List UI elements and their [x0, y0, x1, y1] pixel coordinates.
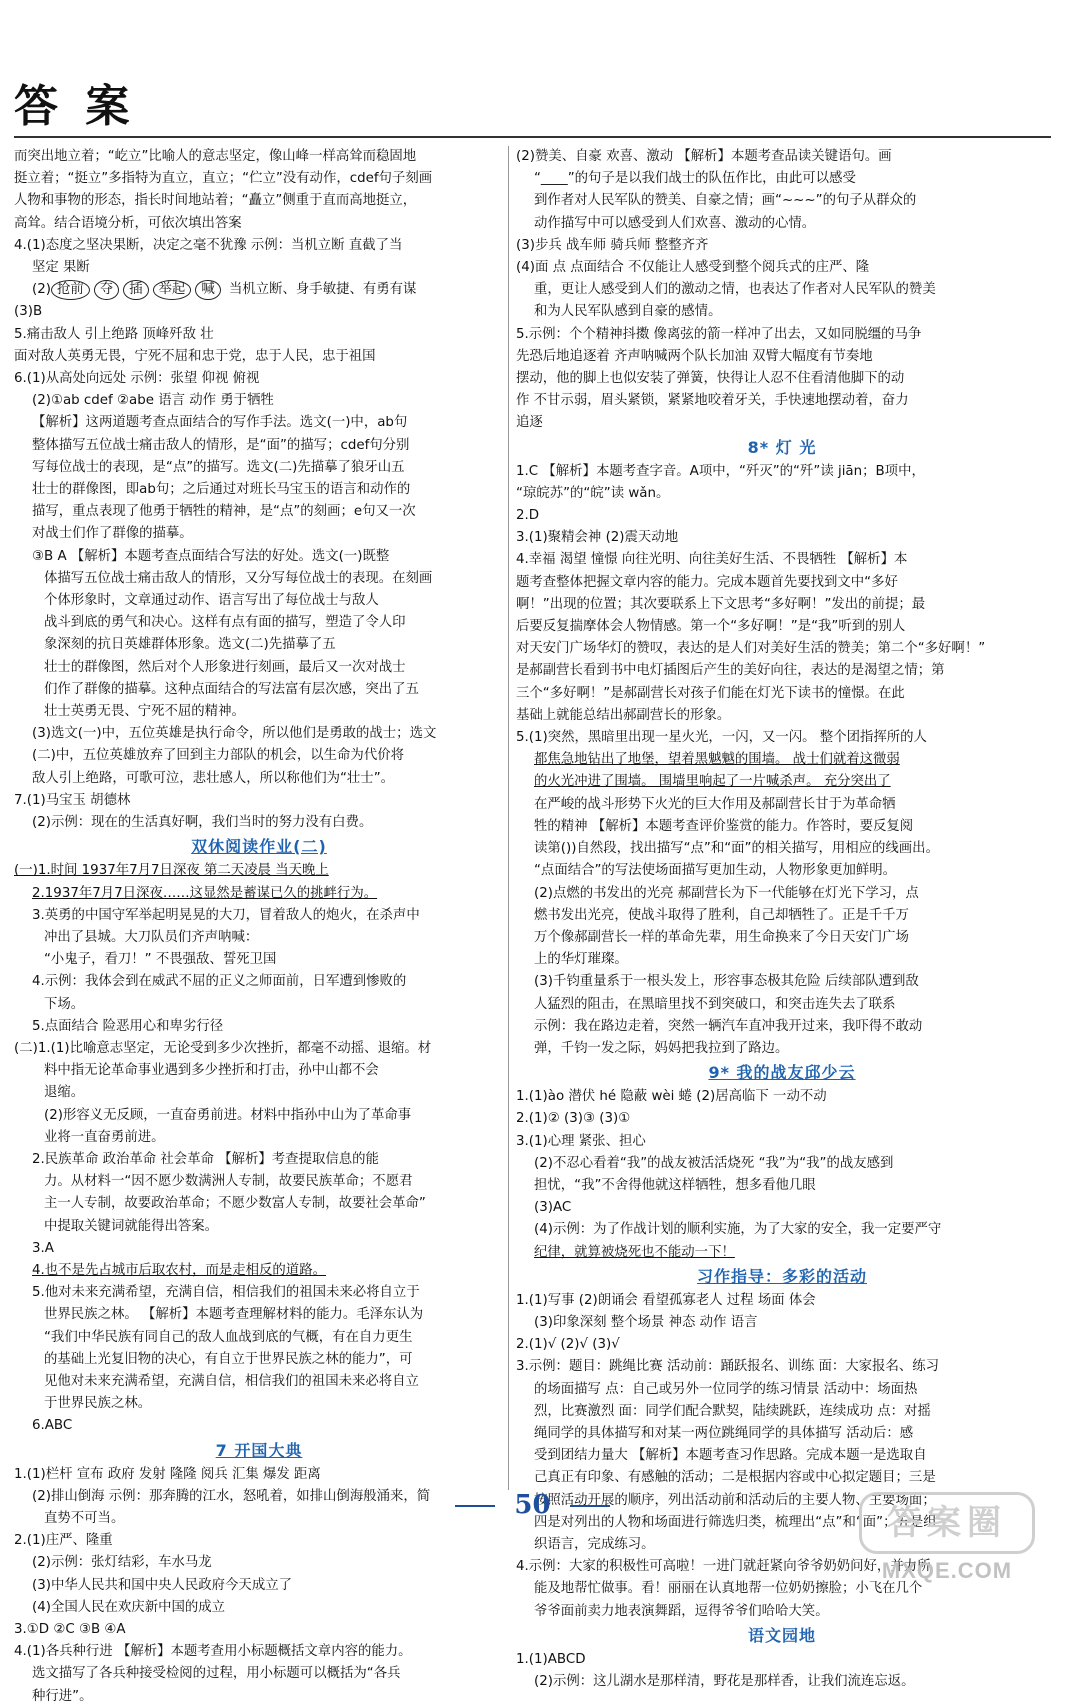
answer-line — [14, 657, 504, 679]
answer-text: 动作描写中可以感受到人们欢喜、激动的心情。 — [534, 215, 816, 231]
answer-text: 而突出地立着；“屹立”比喻人的意志坚定，像山峰一样高耸而稳固地 — [14, 149, 417, 164]
answer-line — [516, 324, 1048, 346]
answer-text: (2)排山倒海 示例：那奔腾的江水，怒吼着，如排山倒海般涌来，简 — [32, 1488, 431, 1504]
answer-line — [516, 838, 1048, 860]
answer-text: 四是对列出的人物和场面进行筛选归类，梳理出“点”和“面”；五是组 — [534, 1514, 937, 1530]
answer-text: 题考查整体把握文章内容的能力。完成本题首先要找到文中“多好 — [516, 574, 898, 590]
answer-text: 壮士的群像图，即ab句；之后通过对班长马宝玉的语言和动作的 — [32, 482, 411, 498]
answer-text: (二)1.(1)比喻意志坚定，无论受到多少次挫折，都毫不动摇、退缩。材 — [14, 1040, 432, 1056]
answer-line — [14, 1216, 504, 1238]
answer-line — [14, 1304, 504, 1326]
answer-text: (2)①ab cdef ②abe 语言 动作 勇于牺牲 — [32, 393, 274, 409]
section-heading-text: 双休阅读作业(二) — [191, 837, 327, 857]
answer-text: 力。从材料一“因不愿少数满洲人专制，故要民族革命；不愿君 — [44, 1174, 413, 1190]
answer-line — [516, 1086, 1048, 1108]
answer-line — [516, 1219, 1048, 1241]
answer-line — [14, 257, 504, 279]
answer-text: 的火光冲进了围墙。 围墙里响起了一片喊杀声。 充分突出了 — [534, 774, 891, 790]
answer-text: 2.1937年7月7日深夜……这显然是蓄谋已久的挑衅行为。 — [32, 885, 378, 901]
answer-line — [516, 660, 1048, 682]
answer-suffix: 当机立断、身手敏捷、有勇有谋 — [224, 282, 417, 298]
answer-text: 读第())自然段，找出描写“点”和“面”的相关描写，用相应的线画出。 — [534, 841, 939, 857]
answer-text: (2)不忍心看着“我”的战友被活活烧死 “我”为“我”的战友感到 — [534, 1155, 894, 1171]
answer-line — [14, 883, 504, 905]
answer-line — [516, 616, 1048, 638]
answer-text: 个体形象时，文章通过动作、语言写出了每位战士与敌人 — [44, 593, 379, 609]
answer-line — [516, 346, 1048, 368]
section-heading — [14, 1438, 504, 1464]
answer-line — [516, 705, 1048, 727]
answer-text: 1.(1)ào 潜伏 hé 隐蔽 wèi 蜷 (2)居高临下 一动不动 — [516, 1089, 827, 1105]
answer-text: 面对敌人英勇无畏，宁死不屈和忠于党，忠于人民，忠于祖国 — [14, 348, 376, 364]
answer-line — [516, 638, 1048, 660]
answer-text: 1.C 【解析】本题考查字音。A项中，“歼灭”的“歼”读 jiān；B项中， — [516, 463, 925, 479]
answer-line — [14, 1193, 504, 1215]
answer-text: 重，更让人感受到人们的激动之情，也表达了作者对人民军队的赞美 — [534, 282, 936, 298]
answer-text: “琼皖苏”的“皖”读 wǎn。 — [516, 485, 670, 501]
answer-line — [14, 1349, 504, 1371]
answer-text: 中提取关键词就能得出答案。 — [44, 1218, 219, 1234]
answer-line — [14, 1415, 504, 1437]
answer-text: (3)中华人民共和国中央人民政府今天成立了 — [32, 1577, 292, 1593]
answer-text: (3)千钧重量系于一根头发上，形容事态极其危险 后续部队遭到敌 — [534, 974, 919, 990]
answer-line — [516, 412, 1048, 434]
answer-line — [516, 1175, 1048, 1197]
answer-text: 烈，比赛激烈 面：同学们配合默契，陆续跳跃，连续成功 点：对摇 — [534, 1403, 931, 1419]
answer-line — [14, 390, 504, 412]
answer-text: 啊！”出现的位置；其次要联系上下文思考“多好啊！”发出的前提；最 — [516, 596, 926, 612]
answer-line — [516, 235, 1048, 257]
answer-line — [516, 949, 1048, 971]
answer-line — [14, 1127, 504, 1149]
answer-text: 示例：我在路边走着，突然一辆汽车直冲我开过来，我吓得不敢动 — [534, 1018, 923, 1034]
answer-text: 人猛烈的阻击，在黑暗里找不到突破口，和突击连失去了联系 — [534, 996, 896, 1012]
watermark-url: MXQE.COM — [881, 1558, 1013, 1583]
answer-line — [516, 257, 1048, 279]
answer-line — [516, 927, 1048, 949]
answer-line — [14, 324, 504, 346]
answer-line — [516, 483, 1048, 505]
answer-text: 5.点面结合 险恶用心和卑劣行径 — [32, 1018, 224, 1034]
column-divider — [508, 146, 509, 1490]
answer-text: 的基础上光复旧物的决心，有自立于世界民族之林的能力”，可 — [44, 1351, 413, 1367]
answer-line — [14, 1530, 504, 1552]
page-title: 答 案 — [14, 81, 136, 132]
answer-line — [516, 279, 1048, 301]
answer-text: 们作了群像的描摹。这种点面结合的写法富有层次感，突出了五 — [44, 681, 419, 697]
answer-text: 退缩。 — [44, 1085, 85, 1101]
section-heading-text: 7 开国大典 — [215, 1440, 303, 1460]
answer-text: 于世界民族之林。 — [44, 1396, 152, 1412]
watermark — [847, 1492, 1047, 1592]
answer-line — [14, 949, 504, 971]
answer-text: 牲的精神 【解析】本题考查评价鉴赏的能力。作答时，要反复阅 — [534, 818, 914, 834]
answer-line — [14, 1260, 504, 1282]
answer-text: (4)全国人民在欢庆新中国的成立 — [32, 1599, 226, 1615]
answer-text: 3.(1)聚精会神 (2)震天动地 — [516, 530, 679, 546]
answer-line — [516, 771, 1048, 793]
answer-text: 受到团结力量大 【解析】本题考查习作思路。完成本题一是选取自 — [534, 1448, 927, 1464]
answer-text: 是郝副营长看到书中电灯插图后产生的美好向往，表达的是渴望之情；第 — [516, 663, 945, 679]
answer-line — [516, 1445, 1048, 1467]
answer-line — [14, 457, 504, 479]
answer-text: 4.示例：大家的积极性可高啦！一进门就赶紧向爷爷奶奶问好，并力所 — [516, 1559, 931, 1575]
answer-line — [14, 1663, 504, 1685]
answer-text: 爷爷面前卖力地表演舞蹈，逗得爷爷们哈哈大笑。 — [534, 1603, 829, 1619]
answer-text: 5.他对未来充满希望，充满自信，相信我们的祖国未来必将自立于 — [32, 1285, 420, 1301]
answer-line — [516, 168, 1048, 190]
answer-text: 3.A — [32, 1240, 54, 1256]
answer-line — [14, 1464, 504, 1486]
answer-line — [516, 749, 1048, 771]
answer-line — [516, 1379, 1048, 1401]
answer-line — [14, 860, 504, 882]
answer-text: 下场。 — [44, 996, 85, 1012]
answer-line — [14, 523, 504, 545]
answer-text: 高耸。结合语境分析，可依次填出答案 — [14, 215, 242, 231]
answer-text: 象深刻的抗日英雄群体形象。选文(二)先描摹了五 — [44, 637, 336, 653]
answer-line — [516, 1601, 1048, 1623]
answer-line — [14, 927, 504, 949]
circled-word: 抢前 — [51, 280, 90, 300]
answer-text: 6.(1)从高处向远处 示例：张望 仰视 俯视 — [14, 371, 260, 387]
answer-text: 写每位战士的表现，是“点”的描写。选文(二)先描摹了狼牙山五 — [32, 459, 405, 475]
answer-line — [516, 1423, 1048, 1445]
answer-text: 挺立着；“挺立”多指特为直立，直立；“伫立”没有动作，cdef句子刻画 — [14, 171, 433, 187]
answer-text: 6.ABC — [32, 1418, 73, 1434]
answer-line — [516, 1016, 1048, 1038]
answer-line — [516, 1131, 1048, 1153]
answer-line — [14, 412, 504, 434]
answer-line — [14, 1060, 504, 1082]
answer-line — [14, 1597, 504, 1619]
section-heading-text: 语文园地 — [747, 1625, 816, 1645]
page-number-value: 50 — [514, 1490, 551, 1520]
answer-text: 纪律，就算被烧死也不能动一下！ — [534, 1244, 735, 1260]
answer-prefix: (2) — [32, 282, 51, 298]
answer-text: 基础上就能总结出郝副营长的形象。 — [516, 707, 731, 723]
header-divider — [14, 136, 1051, 138]
answer-text: 种行进”。 — [32, 1688, 93, 1704]
answer-text: 直势不可当。 — [44, 1510, 125, 1526]
answer-line — [14, 1552, 504, 1574]
answer-line — [14, 479, 504, 501]
answer-line — [516, 1401, 1048, 1423]
answer-line — [14, 1393, 504, 1415]
answer-line — [14, 213, 504, 235]
answer-text: 对战士们作了群像的描摹。 — [32, 526, 193, 542]
answer-text: (2)点燃的书发出的光亮 郝副营长为下一代能够在灯光下学习，点 — [534, 885, 919, 901]
answer-text: 2.(1)√ (2)√ (3)√ — [516, 1337, 620, 1353]
answer-text: (3)选文(一)中，五位英雄是执行命令，所以他们是勇敢的战士；选文 — [32, 726, 437, 742]
answer-line — [14, 501, 504, 523]
answer-line — [516, 505, 1048, 527]
answer-text: 1.(1)栏杆 宣布 政府 发射 隆隆 阅兵 汇集 爆发 距离 — [14, 1466, 321, 1482]
answer-text: 2.D — [516, 508, 540, 524]
answer-line — [516, 727, 1048, 749]
answer-line — [516, 1356, 1048, 1378]
answer-line — [14, 745, 504, 767]
answer-text: 整体描写五位战士痛击敌人的情形，是“面”的描写；cdef句分别 — [32, 437, 410, 453]
section-heading — [14, 834, 504, 860]
answer-text: 7.(1)马宝玉 胡德林 — [14, 792, 131, 808]
answer-line — [516, 860, 1048, 882]
answer-text: 世界民族之林。 【解析】本题考查理解材料的能力。毛泽东认为 — [44, 1307, 424, 1323]
answer-text: (3)步兵 战车师 骑兵师 整整齐齐 — [516, 237, 709, 253]
answer-text: (4)面 点 点面结合 不仅能让人感受到整个阅兵式的庄严、隆 — [516, 260, 870, 276]
answer-text: 三个“多好啊！”是郝副营长对孩子们能在灯光下读书的憧憬。在此 — [516, 685, 905, 701]
answer-text: 壮士英勇无畏、宁死不屈的精神。 — [44, 704, 245, 720]
answer-text: “点面结合”的写法使场面描写更加生动，人物形象更加鲜明。 — [534, 863, 897, 879]
answer-line — [516, 213, 1048, 235]
answer-text: 都焦急地钻出了地堡，望着黑魆魆的围墙。 战士们就着这微弱 — [534, 752, 900, 768]
answer-text: 5.痛击敌人 引上绝路 顶峰歼敌 壮 — [14, 326, 214, 342]
answer-line — [516, 794, 1048, 816]
page-number-dash-right — [570, 1505, 610, 1507]
section-heading — [516, 1623, 1048, 1649]
answer-text: 绳同学的具体描写和对某一两位跳绳同学的具体描写 活动后：感 — [534, 1425, 914, 1441]
answer-line — [14, 905, 504, 927]
answer-line — [14, 1082, 504, 1104]
answer-text: “我们中华民族有同自己的敌人血战到底的气概，有在自力更生 — [44, 1329, 413, 1345]
answer-text: 己真正有印象、有感触的活动；二是根据内容或中心拟定题目；三是 — [534, 1470, 936, 1486]
page-number-dash-left — [455, 1505, 495, 1507]
answer-text: 4.幸福 渴望 憧憬 向往光明、向往美好生活、不畏牺牲 【解析】本 — [516, 552, 908, 568]
answer-line — [516, 1467, 1048, 1489]
answer-line — [14, 568, 504, 590]
circled-word: 夺 — [94, 280, 119, 300]
answer-text: (3)AC — [534, 1200, 572, 1216]
section-heading-text: 习作指导：多彩的活动 — [696, 1266, 867, 1286]
circled-word: 插 — [123, 280, 148, 300]
answer-line — [516, 994, 1048, 1016]
answer-line — [516, 1038, 1048, 1060]
section-heading — [516, 435, 1048, 461]
answer-line — [516, 368, 1048, 390]
answer-line — [14, 971, 504, 993]
answer-line — [516, 1312, 1048, 1334]
answer-line — [14, 1149, 504, 1171]
answer-text: 能及地帮忙做事。看！丽丽在认真地帮一位奶奶擦脸；小飞在几个 — [534, 1581, 923, 1597]
answer-text: 选文描写了各兵种接受检阅的过程，用小标题可以概括为“各兵 — [32, 1666, 401, 1682]
answer-line — [14, 812, 504, 834]
answer-line — [14, 546, 504, 568]
answer-text: 上的华灯璀璨。 — [534, 952, 628, 968]
answer-text: 主一人专制，故要政治革命；不愿少数富人专制，故要社会革命” — [44, 1196, 426, 1212]
answer-line — [14, 768, 504, 790]
answer-text: 描写，重点表现了他勇于牺牲的精神，是“点”的刻画；e句又一次 — [32, 504, 416, 520]
answer-text: 对天安门广场华灯的赞叹，表达的是人们对美好生活的赞美；第二个“多好啊！” — [516, 641, 986, 657]
answer-line — [516, 390, 1048, 412]
answer-text: 先恐后地追逐着 齐声呐喊两个队长加油 双臂大幅度有节奏地 — [516, 348, 873, 364]
answer-text: 壮士的群像图，然后对个人形象进行刻画，最后又一次对战士 — [44, 659, 406, 675]
answer-line — [516, 461, 1048, 483]
answer-text: 业将一直奋勇前进。 — [44, 1129, 165, 1145]
answer-line — [516, 683, 1048, 705]
answer-text: 2.(1)② (3)③ (3)① — [516, 1111, 631, 1127]
circled-word: 举起 — [153, 280, 192, 300]
answer-text: 到作者对人民军队的赞美、自豪之情；画“~~~”的句子从群众的 — [534, 193, 917, 209]
answer-text: (3)印象深刻 整个场景 神态 动作 语言 — [534, 1314, 758, 1330]
answer-text: 3.英勇的中国守军举起明晃晃的大刀，冒着敌人的炮火，在杀声中 — [32, 907, 420, 923]
answer-line — [14, 1105, 504, 1127]
answer-text: (二)中，五位英雄放弃了回到主力部队的机会，以生命为代价将 — [32, 748, 404, 764]
answer-text: 2.(1)庄严、隆重 — [14, 1533, 113, 1549]
answer-text: 人物和事物的形态，指长时间地站着；“矗立”侧重于直而高地挺立， — [14, 193, 417, 209]
answer-line — [516, 816, 1048, 838]
answer-text: (2)示例：这儿湖水是那样清，野花是那样香，让我们流连忘返。 — [534, 1674, 915, 1689]
answer-text: 4.也不是先占城市后取农村，而是走相反的道路。 — [32, 1262, 326, 1278]
answer-line — [516, 527, 1048, 549]
answer-text: 的场面描写 点：自己或另外一位同学的练习情景 活动中：场面热 — [534, 1381, 918, 1397]
answer-line — [516, 1153, 1048, 1175]
answer-text: (4)示例：为了作战计划的顺利实施，为了大家的安全，我一定要严守 — [534, 1222, 942, 1238]
answer-text: 1.(1)ABCD — [516, 1651, 586, 1667]
answer-text: 料中指无论革命事业遇到多少挫折和打击，孙中山都不会 — [44, 1063, 379, 1079]
answer-text: 5.(1)突然，黑暗里出现一星火光，一闪，又一闪。 整个团指挥所的人 — [516, 730, 927, 746]
answer-text: 4.示例：我体会到在威武不屈的正义之师面前，日军遭到惨败的 — [32, 974, 407, 990]
answer-text: (2)形容义无反顾，一直奋勇前进。材料中指孙中山为了革命事 — [44, 1107, 412, 1123]
answer-text: 见他对未来充满希望，充满自信，相信我们的祖国未来必将自立 — [44, 1373, 419, 1389]
answer-line — [14, 1282, 504, 1304]
answer-line — [14, 279, 504, 301]
answer-line — [516, 572, 1048, 594]
answer-text: “____”的句子是以我们战士的队伍作比，由此可以感受 — [534, 171, 856, 187]
answer-text: 2.民族革命 政治革命 社会革命 【解析】考查提取信息的能 — [32, 1151, 379, 1167]
answer-line — [516, 549, 1048, 571]
answer-line — [14, 701, 504, 723]
answer-line — [516, 1649, 1048, 1671]
answer-line — [14, 1038, 504, 1060]
answer-line — [516, 146, 1048, 168]
answer-text: 燃书发出光亮，使战斗取得了胜利，自己却牺牲了。正是千千万 — [534, 907, 909, 923]
answer-line — [14, 590, 504, 612]
answer-text: 敌人引上绝路，可歌可泣，悲壮感人，所以称他们为“壮士”。 — [32, 770, 395, 786]
answer-line — [516, 971, 1048, 993]
answer-line — [14, 235, 504, 257]
answer-text: 坚定 果断 — [32, 260, 90, 276]
answer-line — [14, 1238, 504, 1260]
answer-text: (3)B — [14, 304, 43, 320]
answer-line — [14, 723, 504, 745]
answer-text: 战斗到底的勇气和决心。这样有点有面的描写，塑造了令人印 — [44, 615, 406, 631]
answer-line — [14, 1686, 504, 1708]
answer-text: 追逐 — [516, 415, 543, 431]
answer-text: 织语言，完成练习。 — [534, 1536, 655, 1552]
answer-text: (2)示例：张灯结彩，车水马龙 — [32, 1555, 212, 1571]
answer-line — [516, 1197, 1048, 1219]
answer-line — [14, 368, 504, 390]
answer-line — [14, 612, 504, 634]
answer-line — [14, 1016, 504, 1038]
answer-line — [516, 190, 1048, 212]
answer-line — [14, 1641, 504, 1663]
answer-text: 弹，千钧一发之际，妈妈把我拉到了路边。 — [534, 1040, 789, 1056]
answer-text: (2)赞美、自豪 欢喜、激动 【解析】本题考查品读关键语句。画 — [516, 149, 892, 164]
answer-text: 担忧，“我”不舍得他就这样牺牲，想多看他几眼 — [534, 1177, 816, 1193]
answer-line — [14, 168, 504, 190]
answer-text: 在严峻的战斗形势下火光的巨大作用及郝副营长甘于为革命牺 — [534, 796, 896, 812]
answer-line — [14, 790, 504, 812]
answer-text: 3.①D ②C ③B ④A — [14, 1622, 126, 1637]
answer-text: 摆动，他的脚上也似安装了弹簧，快得让人忍不住看清他脚下的动 — [516, 371, 905, 387]
section-heading — [516, 1060, 1048, 1086]
answer-line — [516, 1108, 1048, 1130]
answer-line — [14, 1575, 504, 1597]
answer-text: 体描写五位战士痛击敌人的情形，又分写每位战士的表现。在刻画 — [44, 570, 433, 586]
answer-line — [516, 1290, 1048, 1312]
answer-text: 3.示例：题目：跳绳比赛 活动前：踊跃报名、训练 面：大家报名、练习 — [516, 1359, 940, 1375]
answer-text: “小鬼子，看刀！” 不畏强敌、誓死卫国 — [44, 952, 277, 968]
answer-line — [14, 190, 504, 212]
answer-line — [14, 346, 504, 368]
answer-text: (2)示例：现在的生活真好啊，我们当时的努力没有白费。 — [32, 815, 373, 831]
answer-line — [516, 301, 1048, 323]
answer-text: ③B A 【解析】本题考查点面结合写法的好处。选文(一)既整 — [32, 548, 390, 564]
answer-text: (一)1.时间 1937年7月7日深夜 第二天凌晨 当天晚上 — [14, 863, 329, 879]
answer-line — [14, 994, 504, 1016]
answer-text: 后要反复揣摩体会人物情感。第一个“多好啊！”是“我”听到的别人 — [516, 619, 906, 635]
answer-line — [14, 435, 504, 457]
answer-line — [14, 1327, 504, 1349]
answer-text: 5.示例：个个精神抖擞 像离弦的箭一样冲了出去，又如同脱缰的马争 — [516, 326, 922, 342]
answer-text: 冲出了县城。大刀队员们齐声呐喊： — [44, 929, 259, 945]
answer-line — [516, 1671, 1048, 1693]
answer-line — [516, 1334, 1048, 1356]
watermark-logo: 答案圈 — [859, 1492, 1035, 1554]
answer-line — [516, 1242, 1048, 1264]
answer-line — [14, 679, 504, 701]
answer-text: 1.(1)写事 (2)朗诵会 看望孤寡老人 过程 场面 体会 — [516, 1292, 816, 1308]
answer-text: 按照活动开展的顺序，列出活动前和活动后的主要人物、主要场面； — [534, 1492, 936, 1508]
answer-line — [14, 301, 504, 323]
section-heading — [516, 1264, 1048, 1290]
answer-line — [14, 1371, 504, 1393]
answer-text: 作 不甘示弱，眉头紧锁，紧紧地咬着牙关，手快速地摆动着，奋力 — [516, 393, 909, 409]
answer-text: 3.(1)心理 紧张、担心 — [516, 1133, 646, 1149]
section-heading-text: 8* 灯 光 — [747, 437, 817, 457]
answer-text: 【解析】这两道题考查点面结合的写作手法。选文(一)中，ab句 — [32, 415, 408, 431]
answer-text: 4.(1)态度之坚决果断，决定之毫不犹豫 示例：当机立断 直截了当 — [14, 237, 403, 253]
answer-line — [516, 883, 1048, 905]
answer-text: 4.(1)各兵种行进 【解析】本题考查用小标题概括文章内容的能力。 — [14, 1644, 412, 1660]
answer-line — [14, 146, 504, 168]
answer-line — [14, 1619, 504, 1641]
answer-line — [516, 905, 1048, 927]
answer-text: 和为人民军队感到自豪的感情。 — [534, 304, 722, 320]
section-heading-text: 9* 我的战友邱少云 — [708, 1063, 856, 1083]
answer-line — [14, 1171, 504, 1193]
answer-column-left — [14, 146, 504, 1704]
answer-line — [14, 634, 504, 656]
answer-text: 万个像郝副营长一样的革命先辈，用生命换来了今日天安门广场 — [534, 929, 909, 945]
circled-word: 喊 — [195, 280, 220, 300]
answer-line — [516, 594, 1048, 616]
